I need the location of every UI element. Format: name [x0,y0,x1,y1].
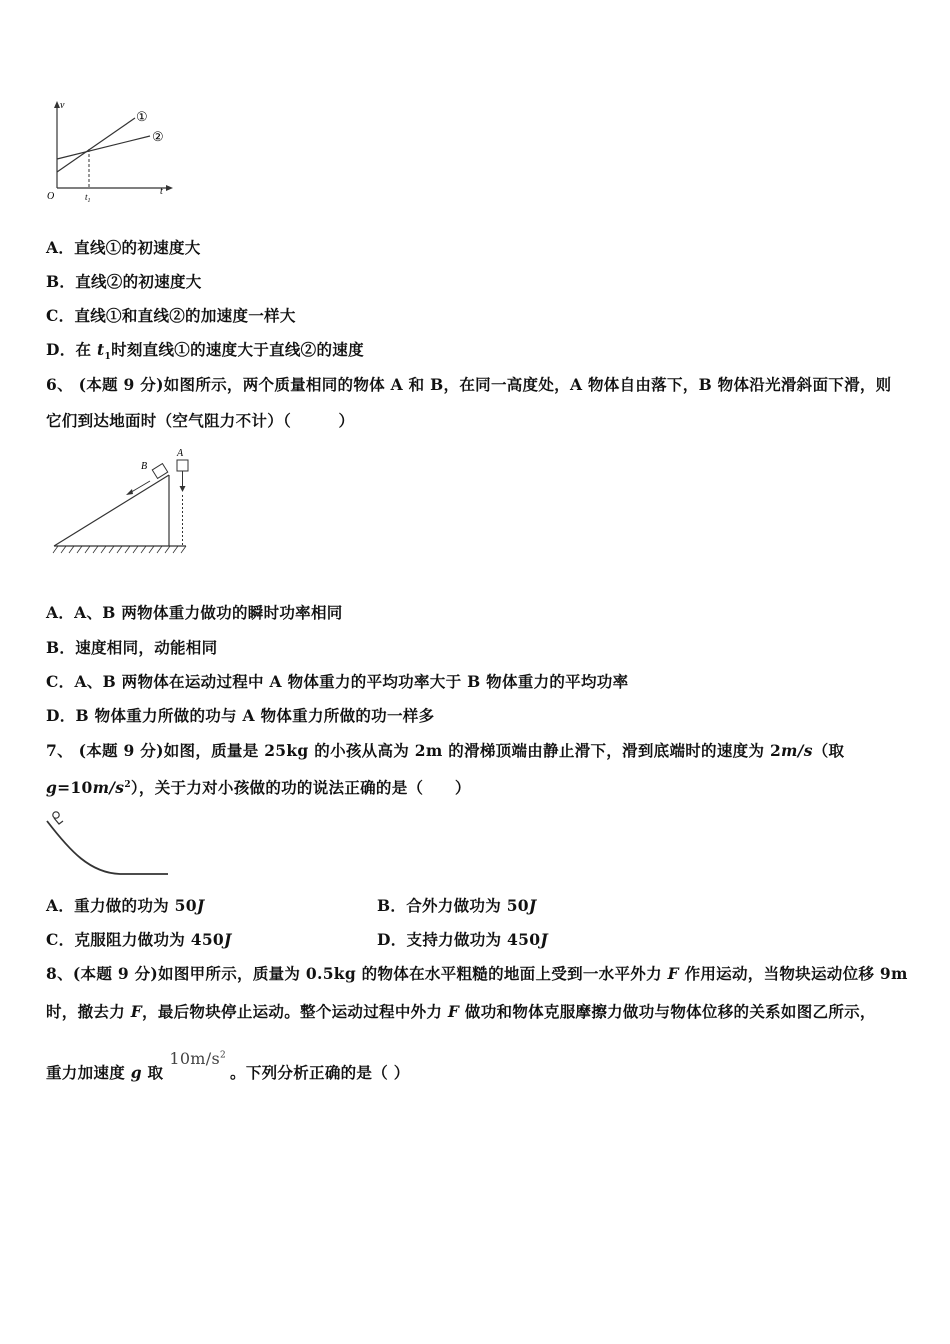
q7-stem-line2: $g=10m/s^2$），关于力对小孩做的功的说法正确的是（ ） [46,778,471,797]
q7-stem-line1: 7、 (本题 9 分)如图，质量是 25kg 的小孩从高为 2m 的滑梯顶端由静止滑下，滑到底端时的速度为 2m/s（取 [46,741,845,760]
ground-hatching [53,546,186,553]
v-axis-label: v [60,100,65,111]
q5-option-a: A．直线①的初速度大 [46,238,201,257]
line-2-label: ② [152,129,164,144]
vt-graph-figure [40,96,190,208]
q6-option-a: A．A、B 两物体重力做功的瞬时功率相同 [46,603,343,622]
incline-figure [46,443,196,558]
q5-option-b: B．直线②的初速度大 [46,272,202,291]
child-head [53,812,59,818]
q6-stem-line1: 6、 (本题 9 分)如图所示，两个质量相同的物体 A 和 B，在同一高度处，A 物体自由落下，B 物体沿光滑斜面下滑，则 [46,375,892,394]
q6-option-b: B．速度相同，动能相同 [46,638,218,657]
block-b-arrowhead [126,489,133,495]
q5-option-c: C．直线①和直线②的加速度一样大 [46,306,296,325]
t-axis-arrow [166,185,173,191]
t1-label: $t_1$ [85,192,91,204]
q7-option-a: A．重力做的功为 50J [46,896,205,915]
label-b: B [141,461,148,472]
slide-curve [47,821,168,874]
line-1 [57,118,135,172]
line-1-label: ① [136,109,148,124]
block-a-arrowhead [180,486,186,492]
g-value-formula: $10m/s^2$ [169,1049,227,1068]
q8-stem-line2: 时，撤去力 F，最后物块停止运动。整个运动过程中外力 F 做功和物体克服摩擦力做功与物体位移的关系如图乙所示， [46,1002,876,1021]
q8-stem-line1: 8、(本题 9 分)如图甲所示，质量为 0.5kg 的物体在水平粗糙的地面上受到一水平外力 F 作用运动，当物块运动位移 9m [46,964,908,983]
q6-stem-line2: 它们到达地面时（空气阻力不计）（ ） [46,411,355,430]
incline-surface [54,475,169,546]
q5-option-d: D．在 $t_1$时刻直线①的速度大于直线②的速度 [46,340,364,363]
t-axis-label: t [160,186,163,197]
q6-option-d: D．B 物体重力所做的功与 A 物体重力所做的功一样多 [46,706,435,725]
q7-option-b: B．合外力做功为 50J [377,896,537,915]
q7-option-c: C．克服阻力做功为 450J [46,930,232,949]
q7-option-d: D．支持力做功为 450J [377,930,548,949]
slide-figure [40,805,180,880]
block-a [177,460,188,471]
q8-stem-line3: 重力加速度 g 取$10m/s^2$。下列分析正确的是（ ） [46,1049,410,1082]
q6-option-c: C．A、B 两物体在运动过程中 A 物体重力的平均功率大于 B 物体重力的平均功率 [46,672,629,691]
origin-label: O [47,191,55,202]
label-a: A [177,448,184,459]
child-body [54,818,63,824]
block-b [152,464,167,479]
